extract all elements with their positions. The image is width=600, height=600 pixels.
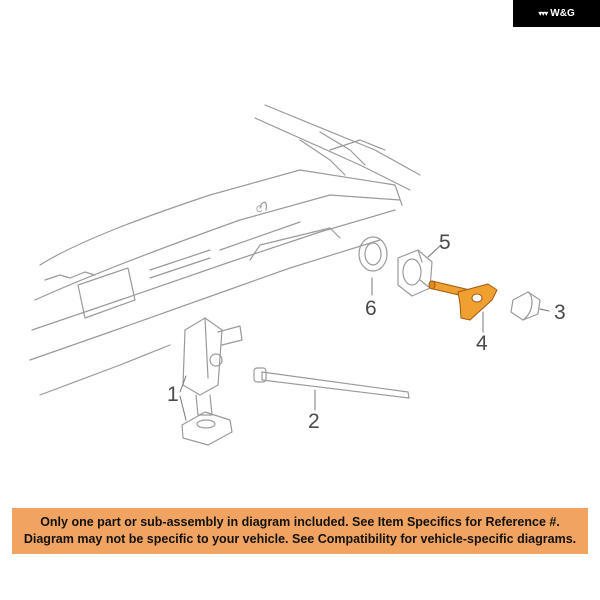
jack-part — [182, 318, 242, 445]
disclaimer-line-1: Only one part or sub-assembly in diagram included. See Item Specifics for Reference #. — [40, 515, 560, 529]
handle-part — [254, 368, 409, 398]
disclaimer-banner — [12, 508, 588, 554]
adapter-part — [398, 250, 432, 296]
bumper-outline — [30, 105, 420, 395]
emblem-letter: C — [256, 204, 263, 214]
wing-icon: ▾▾▾ — [538, 9, 548, 18]
brand-logo-text: W&G — [550, 8, 575, 19]
wrench-extension-part — [429, 281, 497, 320]
callout-3: 3 — [554, 301, 566, 324]
cap-part — [511, 292, 540, 320]
callout-4: 4 — [476, 332, 488, 355]
callout-6: 6 — [365, 297, 377, 320]
disclaimer-line-2: Diagram may not be specific to your vehicle. See Compatibility for vehicle-specific diagrams. — [23, 532, 577, 546]
leader-lines — [180, 245, 549, 420]
callout-5: 5 — [439, 231, 451, 254]
callout-1: 1 — [167, 383, 179, 406]
callout-2: 2 — [308, 410, 320, 433]
